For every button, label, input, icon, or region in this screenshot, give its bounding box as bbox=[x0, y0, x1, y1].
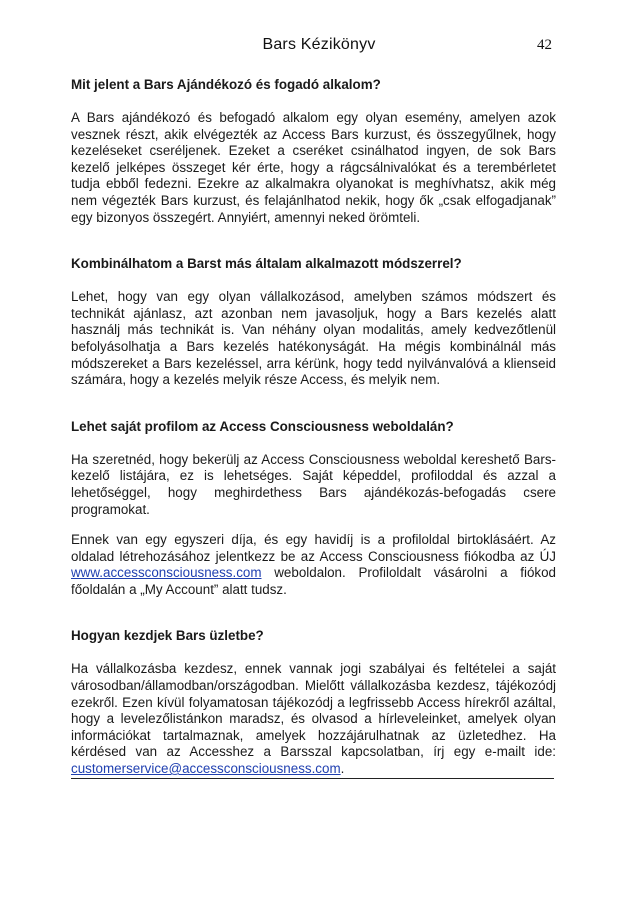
section-heading: Lehet saját profilom az Access Consciousness weboldalán? bbox=[71, 418, 454, 434]
page-header-title: Bars Kézikönyv bbox=[262, 36, 376, 53]
paragraph-text: . bbox=[340, 761, 345, 777]
section-heading: Kombinálhatom a Barst más általam alkalmazott módszerrel? bbox=[71, 256, 462, 272]
section-combine-methods bbox=[71, 255, 556, 389]
paragraph bbox=[71, 661, 556, 777]
paragraph-text: Ha vállalkozásba kezdesz, ennek vannak jogi szabályai és feltételei a saját városodban/államodban/országodban. Mielőtt vállalkozásba kezdesz, tájékozódj ezekről. Ezen kívül folyamatosan tájékozódj a legfrissebb Access hírekről azáltal, hogy a levelezőlistánkon maradsz, és olvasod a hírleveleinket, amelyek olyan információkat tartalmaznak, amelyek hozzájárulhatnak az üzletedhez. Ha kérdésed van az Accesshez a Barsszal kapcsolatban, írj egy e-mailt ide: bbox=[71, 661, 556, 760]
page-content bbox=[71, 76, 556, 807]
section-gift-receive-event bbox=[71, 76, 556, 226]
section-start-business bbox=[71, 627, 556, 777]
paragraph: A Bars ajándékozó és befogadó alkalom egy olyan esemény, amelyen azok vesznek részt, akik elvégezték az Access Bars kurzust, és összegyűlnek, hogy kezeléseket cseréljenek. Ezeket a cseréket csinálhatod ingyen, de sok Bars kezelő jelképes összeget kér érte, hogy a rágcsálnivalókat és a terembérletet tudja ebből fedezni. Ezekre az alkalmakra olyanokat is meghívhatsz, akik még nem végezték Bars kurzust, és felajánlhatod nekik, hogy ők „csak elfogadjanak” egy bizonyos összegért. Annyiért, amennyi neked örömteli. bbox=[71, 110, 556, 225]
section-heading: Hogyan kezdjek Bars üzletbe? bbox=[71, 628, 264, 644]
footer-divider bbox=[71, 778, 554, 779]
paragraph: Ha szeretnéd, hogy bekerülj az Access Consciousness weboldal kereshető Bars-kezelő listájára, ez is lehetséges. Saját képeddel, profiloddal és azzal a lehetőséggel, hogy meghirdethess Bars ajándékozás-befogadás csere programokat. bbox=[71, 451, 556, 517]
section-heading: Mit jelent a Bars Ajándékozó és fogadó alkalom? bbox=[71, 77, 381, 92]
paragraph-text: weboldalon. Profiloldalt vásárolni a fiókod főoldalán a „My Account” alatt tudsz. bbox=[71, 565, 556, 597]
paragraph-text: Ennek van egy egyszeri díja, és egy havidíj is a profiloldal birtoklásáért. Az oldalad létrehozásához jelentkezz be az Access Consciousness fiókodba az ÚJ bbox=[71, 532, 556, 564]
section-website-profile bbox=[71, 418, 556, 599]
website-link[interactable]: www.accessconsciousness.com bbox=[71, 565, 262, 581]
paragraph bbox=[71, 532, 556, 598]
page-number: 42 bbox=[537, 37, 552, 53]
paragraph: Lehet, hogy van egy olyan vállalkozásod, amelyben számos módszert és technikát ajánlasz, azt azonban nem javasoljuk, hogy a Bars kezelés alatt használj más technikát is. Van néhány olyan modalitás, amely kedvezőtlenül befolyásolhatja a Bars kezelés hatékonyságát. Ha mégis kombinálnál más módszereket a Bars kezeléssel, arra kérünk, hogy tedd nyilvánvalóvá a klienseid számára, hogy a kezelés melyik része Access, és melyik nem. bbox=[71, 289, 556, 388]
email-link[interactable]: customerservice@accessconsciousness.com bbox=[71, 761, 341, 777]
